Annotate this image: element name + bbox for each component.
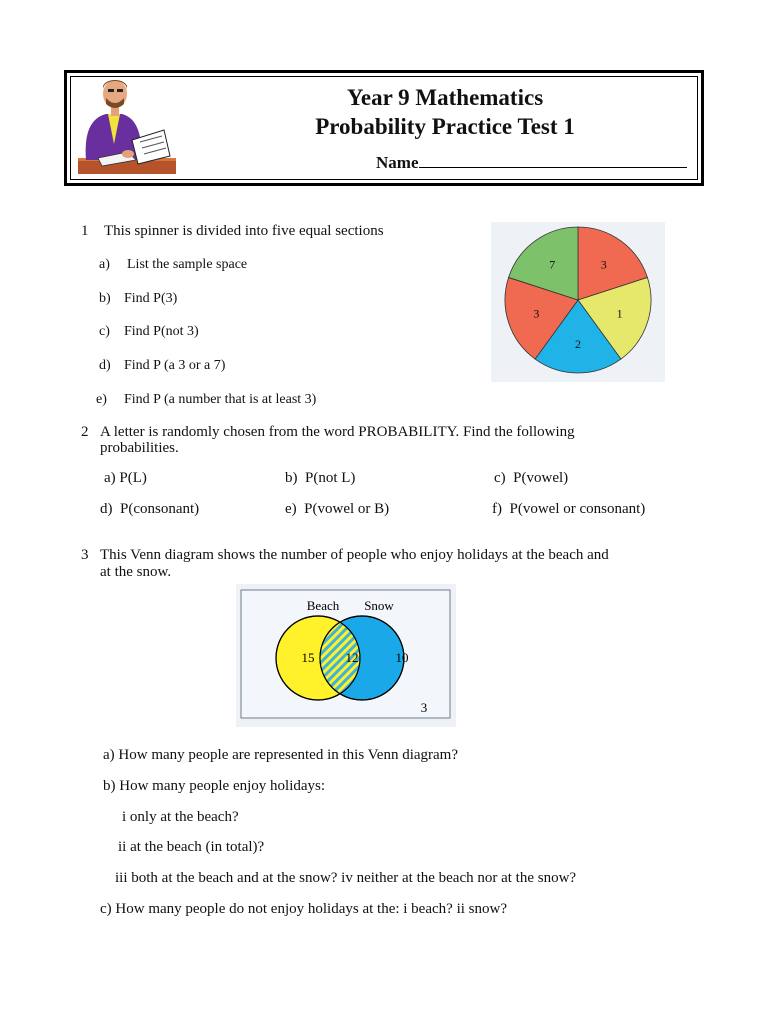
q2d (100, 500, 199, 518)
page-subtitle: Probability Practice Test 1 (315, 114, 575, 139)
name-label: Name (376, 153, 419, 172)
spinner-section-label: 3 (533, 306, 540, 321)
q2b-text: P(not L) (305, 470, 356, 486)
q2b (285, 469, 355, 487)
q2f-text: P(vowel or consonant) (509, 501, 646, 517)
teacher-clipart-icon (78, 74, 178, 176)
q1-number: 1 (81, 223, 89, 239)
q1e-text: Find P (a number that is at least 3) (124, 392, 317, 407)
venn-value-neither: 3 (420, 700, 428, 715)
q3-text-line1: This Venn diagram shows the number of people who enjoy holidays at the beach and (100, 547, 609, 563)
q3b-i-text: i only at the beach? (122, 809, 239, 825)
q2c-text: P(vowel) (513, 470, 569, 486)
venn-value-beach-only: 15 (301, 650, 315, 665)
q1e-label: e) (96, 392, 107, 407)
spinner-section-label: 7 (549, 257, 556, 272)
q2-number: 2 (81, 424, 89, 440)
q2d-text: P(consonant) (120, 501, 200, 517)
q2d-label: d) (100, 501, 113, 517)
venn-label-beach: Beach (306, 598, 340, 613)
venn-value-snow-only: 10 (395, 650, 409, 665)
venn-figure (236, 584, 456, 727)
q3a-text: a) How many people are represented in this Venn diagram? (103, 747, 459, 763)
q1d-label: d) (99, 358, 111, 373)
q3c-text: c) How many people do not enjoy holidays at the: i beach? ii snow? (100, 901, 507, 917)
spinner (491, 222, 665, 382)
q3-text-line2: at the snow. (100, 564, 172, 580)
q1b-text: Find P(3) (124, 291, 178, 306)
q2a (104, 469, 147, 487)
venn-diagram (236, 584, 456, 727)
spinner-figure (491, 222, 665, 382)
q2a-label: a) (104, 470, 116, 486)
q1-text: This spinner is divided into five equal sections (104, 223, 384, 239)
venn-value-both: 12 (345, 650, 359, 665)
q3b-ii-text: ii at the beach (in total)? (118, 839, 265, 855)
q2e-label: e) (285, 501, 297, 517)
q1d-text: Find P (a 3 or a 7) (124, 358, 226, 373)
spinner-section-label: 1 (616, 306, 623, 321)
q2f (492, 500, 645, 518)
name-blank-line[interactable] (419, 151, 687, 168)
q2c (494, 469, 568, 487)
q1b-label: b) (99, 291, 111, 306)
q1c-text: Find P(not 3) (124, 324, 199, 339)
q2e-text: P(vowel or B) (304, 501, 390, 517)
q1a-text: List the sample space (127, 257, 248, 272)
q2-text-line1: A letter is randomly chosen from the word PROBABILITY. Find the following (100, 424, 575, 440)
spinner-section-label: 3 (600, 257, 607, 272)
q3b-iii-text: iii both at the beach and at the snow? iv neither at the beach nor at the snow? (115, 870, 577, 886)
spinner-section-label: 2 (575, 336, 581, 351)
q3b-text: b) How many people enjoy holidays: (103, 778, 326, 794)
q2c-label: c) (494, 470, 506, 486)
venn-label-snow: Snow (364, 598, 394, 613)
name-field[interactable] (376, 151, 687, 173)
q2a-text: P(L) (119, 470, 147, 486)
q2e (285, 500, 389, 518)
q1c-label: c) (99, 324, 110, 339)
q1a-label: a) (99, 257, 110, 272)
q2-text-line2: probabilities. (100, 440, 179, 456)
q2f-label: f) (492, 501, 502, 517)
q2b-label: b) (285, 470, 298, 486)
q3-number: 3 (81, 547, 89, 563)
page-title: Year 9 Mathematics (346, 85, 544, 110)
